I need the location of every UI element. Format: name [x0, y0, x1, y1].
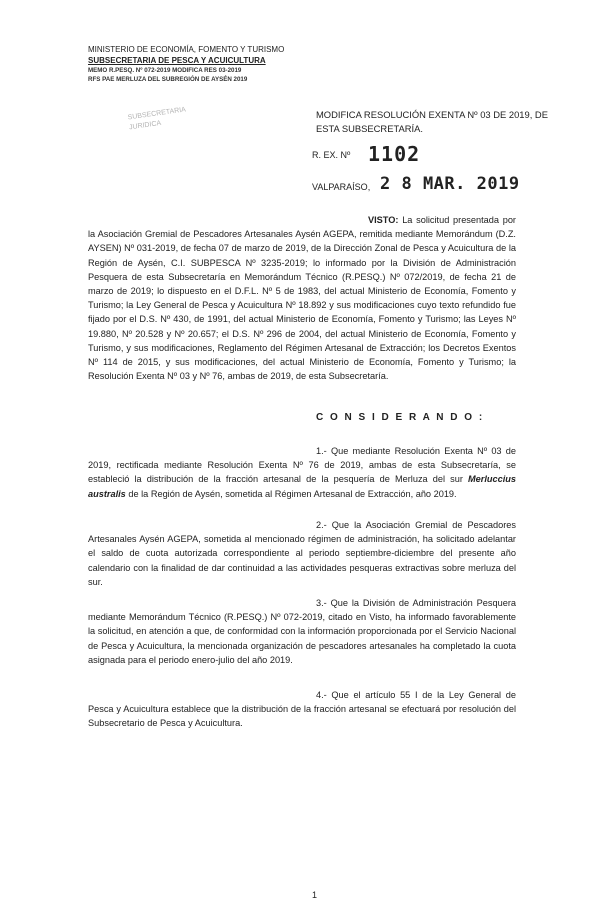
reference-line-2: RFS PAE MERLUZA DEL SUBREGIÓN DE AYSÉN 2019 — [88, 76, 248, 83]
considerando-paragraph-4: 4.- Que el artículo 55 I de la Ley General de Pesca y Acuicultura establece que la distribución de la fracción artesanal se efectuará por resolución del Subsecretario de Pesca y Acuicultura. — [88, 690, 516, 729]
visto-text: La solicitud presentada por la Asociación Gremial de Pescadores Artesanales Aysén AGEPA, remitida mediante Memorándum (D.Z. AYSEN) Nº 031-2019, de fecha 07 de marzo de 2019, de la Dirección Zonal de Pesca y Acuicultura de la Región de Aysén, C.I. SUBPESCA Nº 3235-2019; lo informado por la División de Administración Pesquera de esta Subsecretaría en Memorándum Técnico (R.PESQ.) Nº 072/2019, de fecha 21 de marzo de 2019; lo dispuesto en el D.F.L. Nº 5 de 1983, del actual Ministerio de Economía, Fomento y Turismo; la Ley General de Pesca y Acuicultura Nº 18.892 y sus modificaciones cuyo texto refundido fue fijado por el D.S. Nº 430, de 1991, del actual Ministerio de Economía, Fomento y Turismo; las Leyes Nº 19.880, Nº 20.528 y Nº 20.657; el D.S. Nº 296 de 2004, del actual Ministerio de Economía, Fomento y Turismo, y sus modificaciones, Reglamento del Régimen Artesanal de Extracción; los Decretos Exentos Nº 114 de 2015, y sus modificaciones, del actual Ministerio de Economía, Fomento y Turismo; la Resolución Exenta Nº 03 y Nº 76, ambas de 2019, de esta Subsecretaría. — [88, 215, 516, 382]
letterhead — [88, 44, 318, 84]
p1-text-b: de la Región de Aysén, sometida al Régimen Artesanal de Extracción, año 2019. — [125, 488, 457, 499]
resolution-number: 1102 — [368, 142, 421, 166]
ministry-name: MINISTERIO DE ECONOMÍA, FOMENTO Y TURISMO — [88, 45, 285, 54]
page-number: 1 — [312, 890, 318, 900]
stamp-line-2: JURIDICA — [128, 119, 162, 132]
considerando-paragraph-2: 2.- Que la Asociación Gremial de Pescadores Artesanales Aysén AGEPA, sometida al mencionado régimen de administración, ha solicitado adelantar el saldo de cuota autorizada correspondiente al periodo septiembre-diciembre del presente año calendario con la finalidad de dar continuidad a las actividades pesqueras extractivas sobre merluza del sur. — [88, 520, 516, 587]
stamp-line-1: SUBSECRETARIA — [127, 106, 187, 122]
p1-text-a: 1.- Que mediante Resolución Exenta Nº 03 de 2019, rectificada mediante Resolución Exenta Nº 76 de 2019, ambas de esta Subsecretaría, se estableció la distribución de la fracción artesanal de la pesquería de Merluza del sur — [88, 446, 516, 485]
species-name: Merluccius australis — [88, 474, 516, 499]
subsecretaria-name: SUBSECRETARIA DE PESCA Y ACUICULTURA — [88, 56, 266, 65]
city-label: VALPARAÍSO, — [312, 182, 371, 192]
considerando-paragraph-1 — [88, 444, 516, 501]
visto-paragraph — [88, 213, 516, 383]
visto-label: VISTO: — [368, 215, 399, 225]
approval-stamp — [127, 103, 209, 159]
title-line-1: MODIFICA RESOLUCIÓN EXENTA Nº 03 DE 2019, DE — [316, 109, 548, 120]
title-line-2: ESTA SUBSECRETARÍA. — [316, 123, 423, 134]
resolution-date: 2 8 MAR. 2019 — [380, 174, 520, 194]
reference-line-1: MEMO R.PESQ. Nº 072-2019 MODIFICA RES 03-2019 — [88, 67, 242, 74]
considerando-heading: C O N S I D E R A N D O : — [316, 412, 485, 423]
resolution-label: R. EX. Nº — [312, 150, 351, 160]
considerando-paragraph-3: 3.- Que la División de Administración Pesquera mediante Memorándum Técnico (R.PESQ.) Nº 072-2019, citado en Visto, ha informado favorablemente la solicitud, en atención a que, de conformidad con la información proporcionada por el Servicio Nacional de Pesca y Acuicultura, la mencionada organización de pescadores artesanales ha completado la cuota asignada para el periodo enero-julio del año 2019. — [88, 598, 516, 665]
document-title — [316, 108, 556, 136]
